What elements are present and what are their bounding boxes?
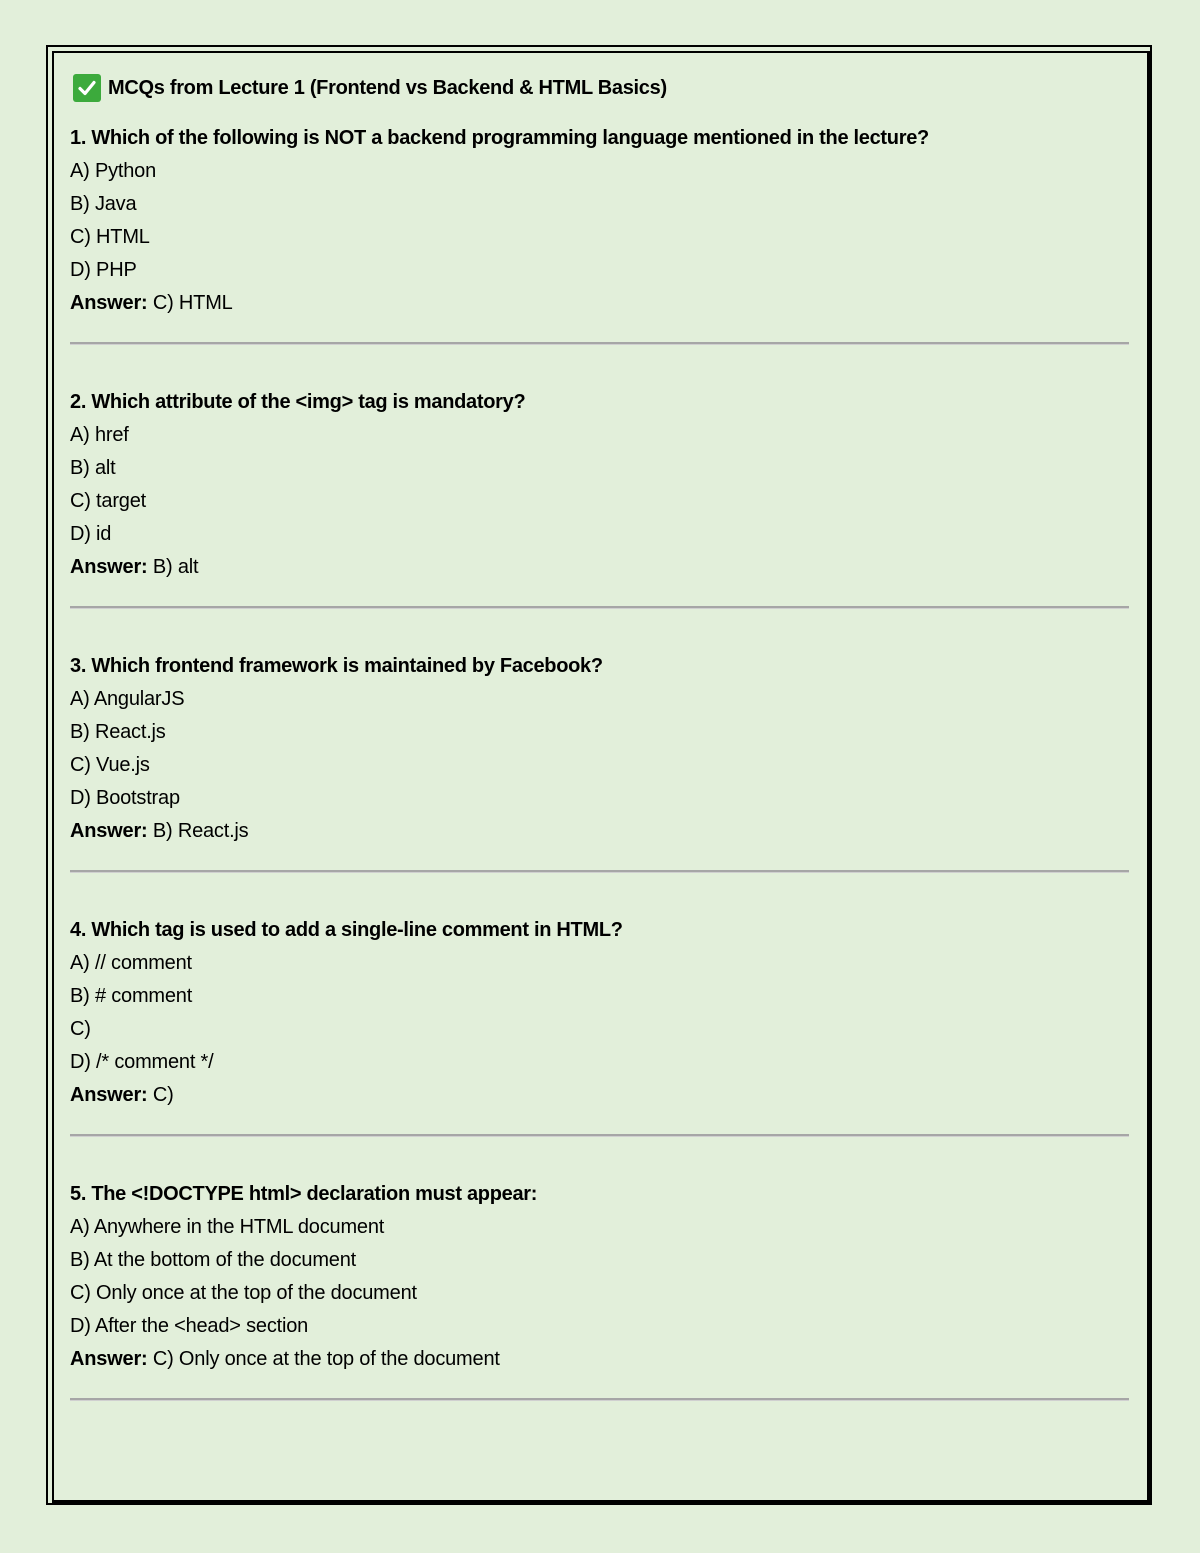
option-d: D) Bootstrap <box>70 787 180 809</box>
question-text: 3. Which frontend framework is maintained by Facebook? <box>70 655 603 677</box>
answer-line <box>70 1079 1130 1112</box>
option-a: A) // comment <box>70 952 192 974</box>
question-text: 1. Which of the following is NOT a backend programming language mentioned in the lecture? <box>70 127 929 149</box>
option-d: D) After the <head> section <box>70 1315 309 1337</box>
divider <box>70 870 1129 873</box>
divider <box>70 1398 1129 1401</box>
option-c: C) <box>70 1018 91 1040</box>
option-d: D) /* comment */ <box>70 1051 214 1073</box>
question-text: 5. The <!DOCTYPE html> declaration must appear: <box>70 1183 538 1205</box>
title-row <box>70 72 1130 104</box>
answer-line <box>70 287 1130 320</box>
answer-value: C) <box>147 1084 174 1106</box>
option-b: B) alt <box>70 457 116 479</box>
question-2 <box>70 385 1130 649</box>
answer-line <box>70 815 1130 848</box>
option-a: A) href <box>70 424 129 446</box>
answer-line <box>70 551 1130 584</box>
option-d: D) PHP <box>70 259 137 281</box>
answer-value: B) React.js <box>147 820 249 842</box>
check-mark-icon <box>73 74 101 102</box>
answer-label: Answer: <box>70 820 148 842</box>
option-a: A) AngularJS <box>70 688 185 710</box>
option-b: B) At the bottom of the document <box>70 1249 356 1271</box>
answer-line <box>70 1343 1130 1376</box>
option-b: B) React.js <box>70 721 166 743</box>
answer-label: Answer: <box>70 556 148 578</box>
answer-label: Answer: <box>70 292 148 314</box>
option-a: A) Python <box>70 160 157 182</box>
option-b: B) Java <box>70 193 137 215</box>
question-1 <box>70 121 1130 385</box>
divider <box>70 606 1129 609</box>
option-d: D) id <box>70 523 112 545</box>
question-3 <box>70 649 1130 913</box>
divider <box>70 1134 1129 1137</box>
option-a: A) Anywhere in the HTML document <box>70 1216 385 1238</box>
option-c: C) target <box>70 490 147 512</box>
question-5 <box>70 1177 1130 1441</box>
answer-label: Answer: <box>70 1348 148 1370</box>
question-text: 4. Which tag is used to add a single-line comment in HTML? <box>70 919 623 941</box>
option-c: C) Vue.js <box>70 754 150 776</box>
answer-label: Answer: <box>70 1084 148 1106</box>
divider <box>70 342 1129 345</box>
option-c: C) HTML <box>70 226 150 248</box>
answer-value: C) HTML <box>147 292 233 314</box>
question-text: 2. Which attribute of the <img> tag is mandatory? <box>70 391 526 413</box>
question-4 <box>70 913 1130 1177</box>
answer-value: B) alt <box>147 556 199 578</box>
option-b: B) # comment <box>70 985 193 1007</box>
page-title: MCQs from Lecture 1 (Frontend vs Backend & HTML Basics) <box>108 76 667 99</box>
mcq-document <box>70 72 1130 1441</box>
answer-value: C) Only once at the top of the document <box>147 1348 500 1370</box>
option-c: C) Only once at the top of the document <box>70 1282 417 1304</box>
